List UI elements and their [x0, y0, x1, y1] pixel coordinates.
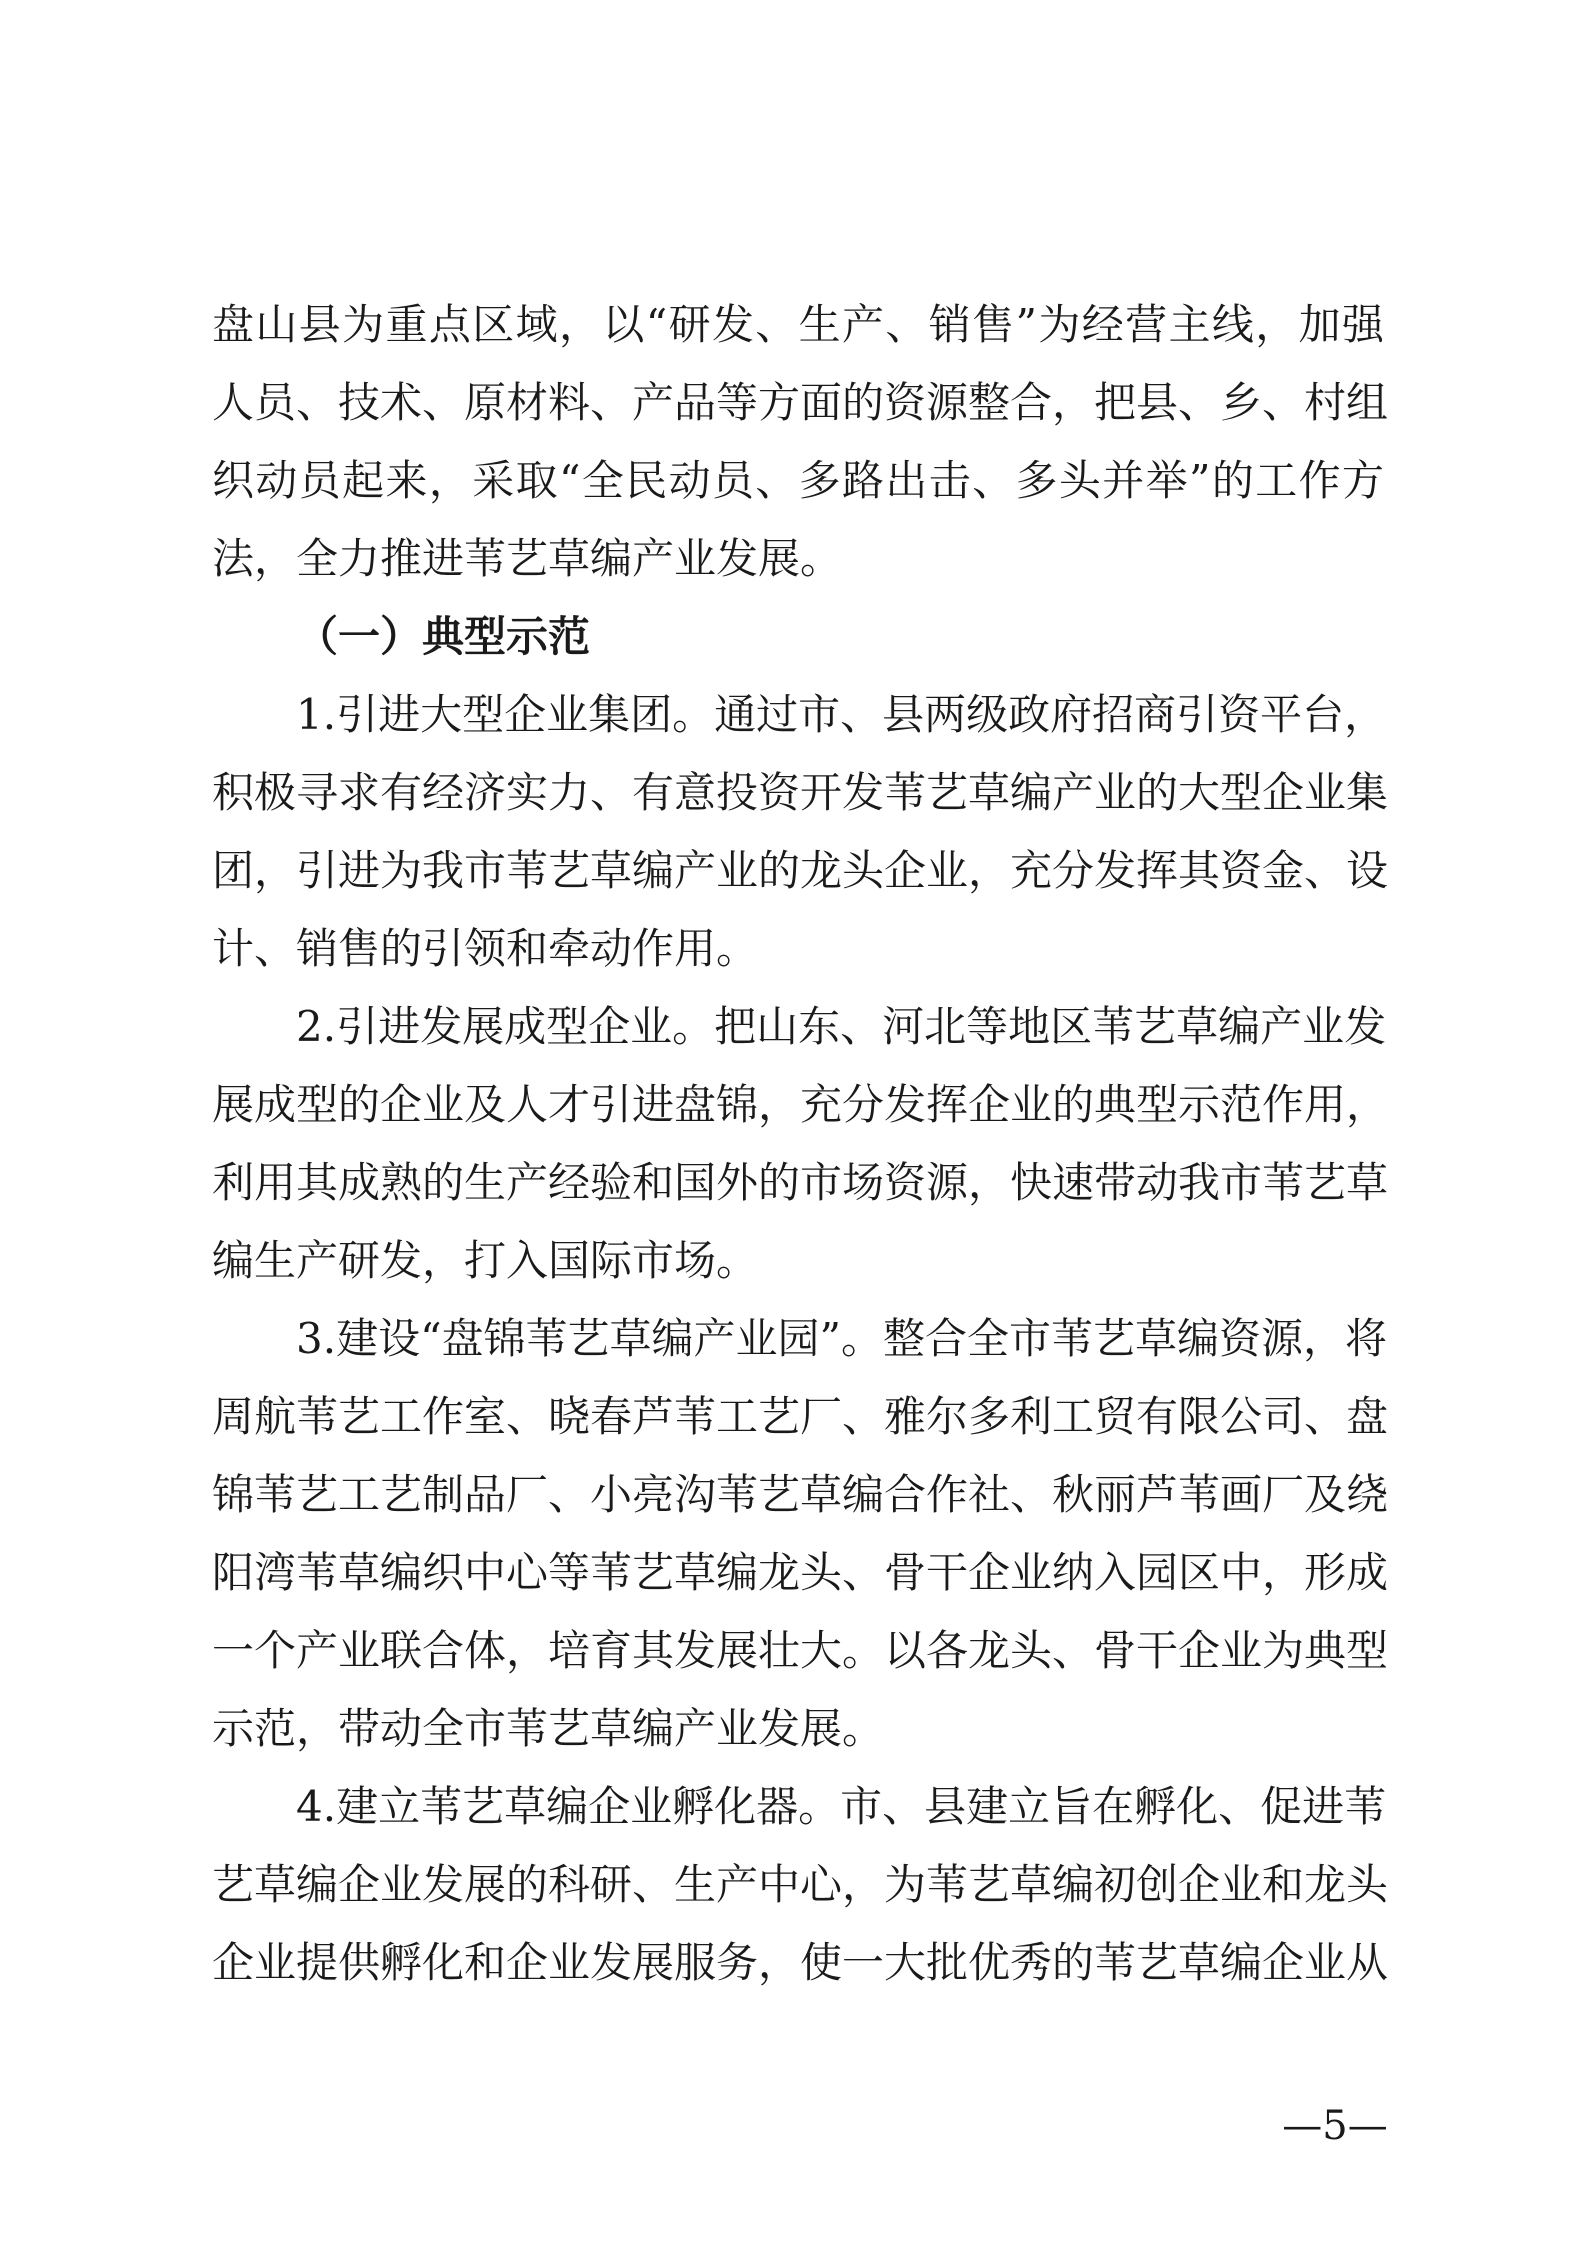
body-text-line: 锦苇艺工艺制品厂、小亮沟苇艺草编合作社、秋丽芦苇画厂及绕: [212, 1470, 1389, 1519]
body-text-line: 盘山县为重点区域，以“研发、生产、销售”为经营主线，加强: [212, 300, 1384, 349]
body-text-line: 1.引进大型企业集团。通过市、县两级政府招商引资平台，: [296, 690, 1387, 739]
body-text-line: 3.建设“盘锦苇艺草编产业园”。整合全市苇艺草编资源，将: [296, 1314, 1388, 1363]
body-text-line: 编生产研发，打入国际市场。: [212, 1236, 759, 1285]
page-number: —5—: [1282, 2103, 1388, 2149]
body-text-line: 艺草编企业发展的科研、生产中心，为苇艺草编初创企业和龙头: [212, 1860, 1389, 1909]
body-text-line: 法，全力推进苇艺草编产业发展。: [212, 534, 843, 583]
body-text-line: 织动员起来，采取“全民动员、多路出击、多头并举”的工作方: [212, 456, 1384, 505]
body-text-line: 利用其成熟的生产经验和国外的市场资源，快速带动我市苇艺草: [212, 1158, 1389, 1207]
body-text-line: 2.引进发展成型企业。把山东、河北等地区苇艺草编产业发: [296, 1002, 1387, 1051]
section-heading: （一）典型示范: [296, 612, 591, 661]
body-text-line: 计、销售的引领和牵动作用。: [212, 924, 759, 973]
body-text-line: 展成型的企业及人才引进盘锦，充分发挥企业的典型示范作用，: [212, 1080, 1389, 1129]
body-text-line: 企业提供孵化和企业发展服务，使一大批优秀的苇艺草编企业从: [212, 1938, 1389, 1987]
body-text-line: 4.建立苇艺草编企业孵化器。市、县建立旨在孵化、促进苇: [296, 1782, 1387, 1831]
body-text-line: 周航苇艺工作室、晓春芦苇工艺厂、雅尔多利工贸有限公司、盘: [212, 1392, 1389, 1441]
body-text-line: 积极寻求有经济实力、有意投资开发苇艺草编产业的大型企业集: [212, 768, 1389, 817]
body-text-line: 阳湾苇草编织中心等苇艺草编龙头、骨干企业纳入园区中，形成: [212, 1548, 1389, 1597]
body-text-line: 示范，带动全市苇艺草编产业发展。: [212, 1704, 885, 1753]
body-text-line: 人员、技术、原材料、产品等方面的资源整合，把县、乡、村组: [212, 378, 1389, 427]
body-text-line: 团，引进为我市苇艺草编产业的龙头企业，充分发挥其资金、设: [212, 846, 1389, 895]
body-text-line: 一个产业联合体，培育其发展壮大。以各龙头、骨干企业为典型: [212, 1626, 1389, 1675]
